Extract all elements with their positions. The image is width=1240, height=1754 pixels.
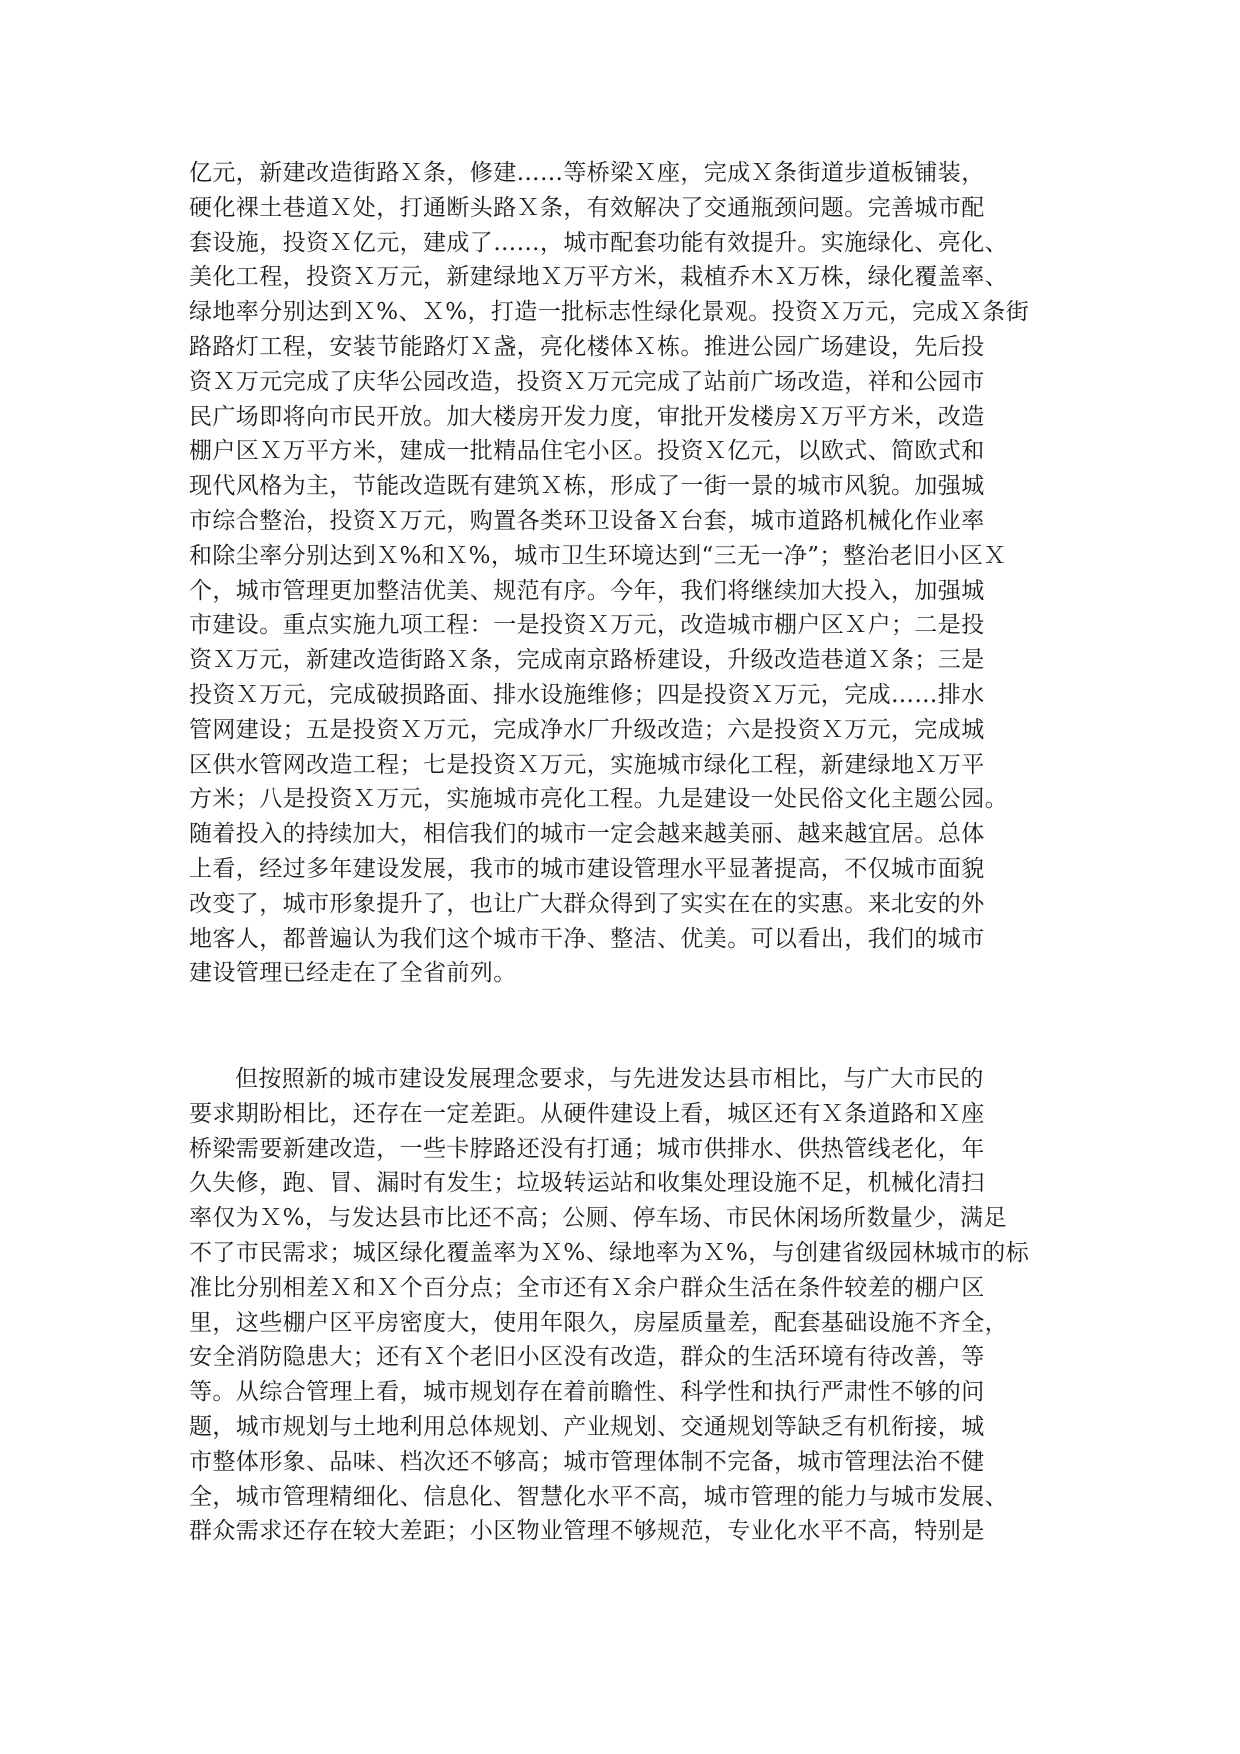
text-line: 改变了，城市形象提升了，也让广大群众得到了实实在在的实惠。来北安的外 [189, 890, 985, 917]
text-line: 路路灯工程，安装节能路灯Ｘ盏，亮化楼体Ｘ栋。推进公园广场建设，先后投 [189, 333, 985, 360]
text-line: 绿地率分别达到Ｘ%、Ｘ%，打造一批标志性绿化景观。投资Ｘ万元，完成Ｘ条街 [189, 299, 1030, 326]
text-line: 随着投入的持续加大，相信我们的城市一定会越来越美丽、越来越宜居。总体 [189, 821, 985, 848]
text-line: 现代风格为主，节能改造既有建筑Ｘ栋，形成了一街一景的城市风貌。加强城 [189, 473, 985, 500]
text-line: 等。从综合管理上看，城市规划存在着前瞻性、科学性和执行严肃性不够的问 [189, 1379, 985, 1406]
text-line: 资Ｘ万元，新建改造街路Ｘ条，完成南京路桥建设，升级改造巷道Ｘ条；三是 [189, 647, 985, 674]
text-line: 市建设。重点实施九项工程：一是投资Ｘ万元，改造城市棚户区Ｘ户；二是投 [189, 612, 985, 639]
text-line: 亿元，新建改造街路Ｘ条，修建……等桥梁Ｘ座，完成Ｘ条街道步道板铺装， [189, 160, 985, 186]
text-line: 市整体形象、品味、档次还不够高；城市管理体制不完备，城市管理法治不健 [189, 1448, 985, 1475]
text-line: 建设管理已经走在了全省前列。 [189, 960, 517, 987]
text-line: 不了市民需求；城区绿化覆盖率为Ｘ%、绿地率为Ｘ%，与创建省级园林城市的标 [189, 1239, 1030, 1266]
text-line: 投资Ｘ万元，完成破损路面、排水设施维修；四是投资Ｘ万元，完成……排水 [189, 681, 985, 708]
text-line: 地客人，都普遍认为我们这个城市干净、整洁、优美。可以看出，我们的城市 [189, 925, 985, 952]
text-line: 里，这些棚户区平房密度大，使用年限久，房屋质量差，配套基础设施不齐全， [189, 1309, 1008, 1336]
text-line: 个，城市管理更加整洁优美、规范有序。今年，我们将继续加大投入，加强城 [189, 577, 985, 604]
text-line: 要求期盼相比，还存在一定差距。从硬件建设上看，城区还有Ｘ条道路和Ｘ座 [189, 1100, 985, 1127]
text-line: 区供水管网改造工程；七是投资Ｘ万元，实施城市绿化工程，新建绿地Ｘ万平 [189, 751, 985, 778]
text-line: 棚户区Ｘ万平方米，建成一批精品住宅小区。投资Ｘ亿元，以欧式、简欧式和 [189, 438, 985, 465]
text-line: 硬化裸土巷道Ｘ处，打通断头路Ｘ条，有效解决了交通瓶颈问题。完善城市配 [189, 194, 985, 221]
text-line: 管网建设；五是投资Ｘ万元，完成净水厂升级改造；六是投资Ｘ万元，完成城 [189, 716, 985, 743]
text-line: 群众需求还存在较大差距；小区物业管理不够规范，专业化水平不高，特别是 [189, 1518, 985, 1545]
text-line: 全，城市管理精细化、信息化、智慧化水平不高，城市管理的能力与城市发展、 [189, 1483, 1008, 1510]
text-line: 方米；八是投资Ｘ万元，实施城市亮化工程。九是建设一处民俗文化主题公园。 [189, 786, 1008, 813]
text-line: 准比分别相差Ｘ和Ｘ个百分点；全市还有Ｘ余户群众生活在条件较差的棚户区 [189, 1274, 985, 1301]
text-line: 题，城市规划与土地利用总体规划、产业规划、交通规划等缺乏有机衔接，城 [189, 1413, 985, 1440]
text-line: 套设施，投资Ｘ亿元，建成了……，城市配套功能有效提升。实施绿化、亮化、 [189, 229, 1008, 256]
text-line: 率仅为Ｘ%，与发达县市比还不高；公厕、停车场、市民休闲场所数量少，满足 [189, 1205, 1007, 1232]
text-line: 和除尘率分别达到Ｘ%和Ｘ%，城市卫生环境达到“三无一净”；整治老旧小区Ｘ [189, 542, 1007, 569]
text-line: 资Ｘ万元完成了庆华公园改造，投资Ｘ万元完成了站前广场改造，祥和公园市 [189, 368, 985, 395]
text-line-indented: 但按照新的城市建设发展理念要求，与先进发达县市相比，与广大市民的 [235, 1066, 984, 1092]
text-line: 上看，经过多年建设发展，我市的城市建设管理水平显著提高，不仅城市面貌 [189, 855, 985, 882]
body-paragraph-1 [189, 156, 1051, 991]
text-line: 桥梁需要新建改造，一些卡脖路还没有打通；城市供排水、供热管线老化，年 [189, 1135, 985, 1162]
text-line: 民广场即将向市民开放。加大楼房开发力度，审批开发楼房Ｘ万平方米，改造 [189, 403, 985, 430]
text-line: 市综合整治，投资Ｘ万元，购置各类环卫设备Ｘ台套，城市道路机械化作业率 [189, 507, 985, 534]
text-line: 美化工程，投资Ｘ万元，新建绿地Ｘ万平方米，栽植乔木Ｘ万株，绿化覆盖率、 [189, 264, 1008, 291]
text-line: 久失修，跑、冒、漏时有发生；垃圾转运站和收集处理设施不足，机械化清扫 [189, 1170, 985, 1197]
body-paragraph-2 [189, 1062, 1051, 1549]
text-line: 安全消防隐患大；还有Ｘ个老旧小区没有改造，群众的生活环境有待改善，等 [189, 1344, 985, 1371]
